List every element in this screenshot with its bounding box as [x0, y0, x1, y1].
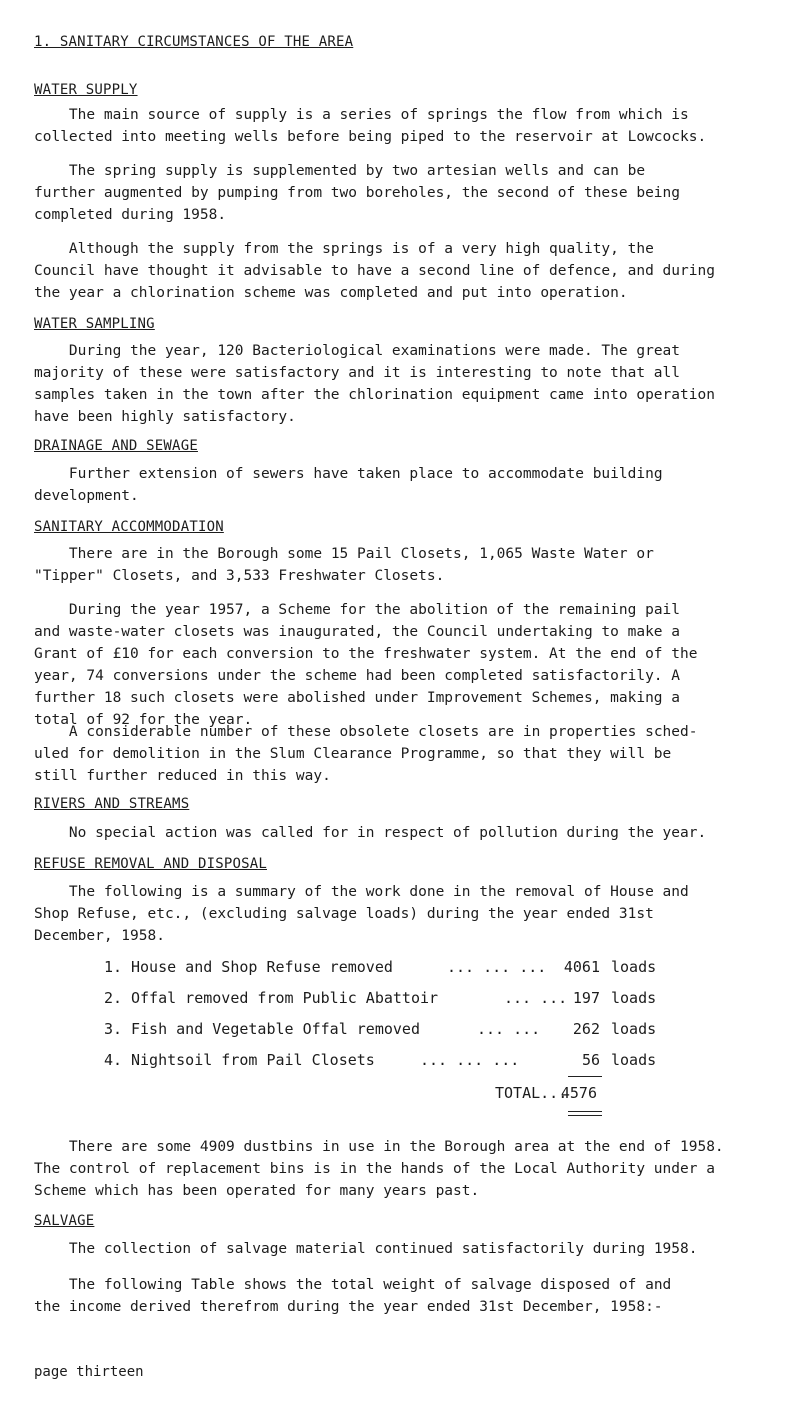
para-sanitary-3: A considerable number of these obsolete closets are in properties sched- uled for demolition in the Slum Clearance Programme, so that they will be still further reduced in this way.	[34, 724, 698, 784]
section-title: 1. SANITARY CIRCUMSTANCES OF THE AREA	[34, 34, 354, 50]
heading-refuse: REFUSE REMOVAL AND DISPOSAL	[34, 856, 267, 872]
para-rivers: No special action was called for in respect of pollution during the year.	[34, 825, 707, 841]
para-salvage-1: The collection of salvage material continued satisfactorily during 1958.	[34, 1241, 698, 1257]
heading-water-supply: WATER SUPPLY	[34, 82, 138, 98]
total-double-rule-2	[568, 1115, 602, 1116]
para-water-sampling: During the year, 120 Bacteriological examinations were made. The great majority of these were satisfactory and it is interesting to note that all samples taken in the town after the chlorination equipment came into operation have been highly satisfactory.	[34, 343, 715, 425]
heading-water-sampling: WATER SAMPLING	[34, 316, 155, 332]
para-salvage-2: The following Table shows the total weight of salvage disposed of and the income derived therefrom during the year ended 31st December, 1958:-	[34, 1277, 672, 1315]
para-water-supply-2: The spring supply is supplemented by two artesian wells and can be further augmented by pumping from two boreholes, the second of these being completed during 1958.	[34, 163, 681, 223]
document-page: 1. SANITARY CIRCUMSTANCES OF THE AREA WATER SUPPLY The main source of supply is a series of springs the flow from which is collected into meeting wells before being piped to the reservoir at Lowcocks. The spring supply is supplemented by two artesian wells and can be further augmented by pumping from two boreholes, the second of these being completed during 1958. Although the supply from the springs is of a very high quality, the Council have thought it advisable to have a second line of defence, and during the year a chlorination scheme was completed and put into operation. WATER SAMPLING During the year, 120 Bacteriological examinations were made. The great majority of these were satisfactory and it is interesting to note that all samples taken in the town after the chlorination equipment came into operation have been highly satisfactory. DRAINAGE AND SEWAGE Further extension of sewers have taken place to accommodate building development. SANITARY ACCOMMODATION There are in the Borough some 15 Pail Closets, 1,065 Waste Water or "Tipper" Closets, and 3,533 Freshwater Closets. During the year 1957, a Scheme for the abolition of the remaining pail and waste-water closets was inaugurated, the Council undertaking to make a Grant of £10 for each conversion to the freshwater system. At the end of the year, 74 conversions under the scheme had been completed satisfactorily. A further 18 such closets were abolished under Improvement Schemes, making a total of 92 for the year. A considerable number of these obsolete closets are in properties sched- uled for demolition in the Slum Clearance Programme, so that they will be still further reduced in this way. RIVERS AND STREAMS No special action was called for in respect of pollution during the year. REFUSE REMOVAL AND DISPOSAL The following is a summary of the work done in the removal of House and Shop Refuse, etc., (excluding salvage loads) during the year ended 31st December, 1958. 1. House and Shop Refuse removed ... ... ... 4061 loads 2. Offal removed from Public Abattoir ... ... 197 loads 3. Fish and Vegetable Offal removed ... ... 262 loads 4. Nightsoil from Pail Closets ... ... ... 56 loads TOTAL... 4576 There are some 4909 dustbins in use in the Borough area at the end of 1958. The control of replacement bins is in the hands of the Local Authority under a Scheme which has been operated for many years past. SALVAGE The collection of salvage material continued satisfactorily during 1958. The following Table shows the total weight of salvage disposed of and the income derived therefrom during the year ended 31st December, 1958:- page thirteen	[0, 0, 800, 1422]
para-drainage: Further extension of sewers have taken place to accommodate building development.	[34, 466, 663, 504]
para-sanitary-2: During the year 1957, a Scheme for the abolition of the remaining pail and waste-water closets was inaugurated, the Council undertaking to make a Grant of £10 for each conversion to the freshwater system. At the end of the year, 74 conversions under the scheme had been completed satisfactorily. A further 18 such closets were abolished under Improvement Schemes, making a total of 92 for the year.	[34, 602, 698, 728]
para-water-supply-1: The main source of supply is a series of springs the flow from which is collected into meeting wells before being piped to the reservoir at Lowcocks.	[34, 107, 707, 145]
total-label: TOTAL...	[495, 1084, 568, 1102]
heading-sanitary-accommodation: SANITARY ACCOMMODATION	[34, 519, 224, 535]
para-refuse-1: The following is a summary of the work done in the removal of House and Shop Refuse, etc., (excluding salvage loads) during the year ended 31st December, 1958.	[34, 884, 689, 944]
para-sanitary-1: There are in the Borough some 15 Pail Closets, 1,065 Waste Water or "Tipper" Closets, and 3,533 Freshwater Closets.	[34, 546, 654, 584]
heading-salvage: SALVAGE	[34, 1213, 95, 1229]
total-value: 4576	[560, 1084, 597, 1102]
page-footer: page thirteen	[34, 1364, 144, 1380]
para-water-supply-3: Although the supply from the springs is of a very high quality, the Council have thought it advisable to have a second line of defence, and during the year a chlorination scheme was completed and put into operation.	[34, 241, 715, 301]
total-double-rule-1	[568, 1111, 602, 1112]
heading-drainage: DRAINAGE AND SEWAGE	[34, 438, 198, 454]
subtotal-rule	[568, 1076, 602, 1077]
heading-rivers: RIVERS AND STREAMS	[34, 796, 190, 812]
para-refuse-2: There are some 4909 dustbins in use in the Borough area at the end of 1958. The control of replacement bins is in the hands of the Local Authority under a Scheme which has been operated for many years past.	[34, 1139, 724, 1199]
